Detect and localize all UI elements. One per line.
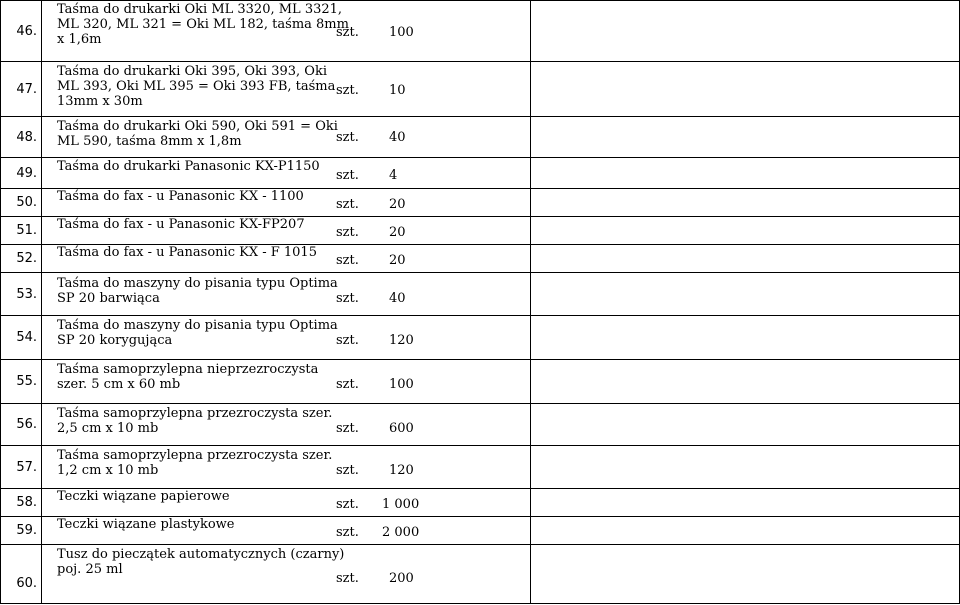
row-number: 58. <box>1 489 42 517</box>
item-name: Teczki wiązane papierowe <box>57 489 230 504</box>
item-name: Tusz do pieczątek automatycznych (czarny) poj. 25 ml <box>57 547 345 577</box>
row-number: 52. <box>1 245 42 273</box>
row-number: 48. <box>1 117 42 158</box>
item-name: Taśma samoprzylepna nieprzezroczysta szer. 5 cm x 60 mb <box>57 362 319 392</box>
item-unit: szt. <box>336 197 359 212</box>
item-unit: szt. <box>336 130 359 145</box>
item-quantity: 120 <box>389 333 414 348</box>
row-number: 49. <box>1 158 42 189</box>
empty-cell <box>531 217 960 245</box>
table-row <box>1 404 960 446</box>
item-quantity: 20 <box>389 253 406 268</box>
empty-cell <box>531 117 960 158</box>
item-quantity: 2 000 <box>382 525 420 540</box>
empty-cell <box>531 489 960 517</box>
item-cell <box>42 517 531 545</box>
empty-cell <box>531 545 960 604</box>
table-row <box>1 545 960 604</box>
item-cell <box>42 245 531 273</box>
item-name: Taśma do drukarki Oki 395, Oki 393, Oki ML 393, Oki ML 395 = Oki 393 FB, taśma 13mm x 30m <box>57 64 336 109</box>
item-name: Taśma do maszyny do pisania typu Optima SP 20 korygująca <box>57 318 338 348</box>
item-cell <box>42 404 531 446</box>
table-row <box>1 117 960 158</box>
item-quantity: 40 <box>389 291 406 306</box>
item-quantity: 120 <box>389 463 414 478</box>
item-quantity: 4 <box>389 168 398 183</box>
empty-cell <box>531 273 960 316</box>
table-row <box>1 446 960 489</box>
item-name: Teczki wiązane plastykowe <box>57 517 235 532</box>
item-name: Taśma do drukarki Panasonic KX-P1150 <box>57 159 320 174</box>
item-unit: szt. <box>336 497 359 512</box>
empty-cell <box>531 245 960 273</box>
table-row <box>1 158 960 189</box>
item-cell <box>42 545 531 604</box>
empty-cell <box>531 1 960 62</box>
item-name: Taśma do drukarki Oki 590, Oki 591 = Oki ML 590, taśma 8mm x 1,8m <box>57 119 338 149</box>
item-unit: szt. <box>336 571 359 586</box>
empty-cell <box>531 316 960 360</box>
item-cell <box>42 117 531 158</box>
item-unit: szt. <box>336 225 359 240</box>
empty-cell <box>531 158 960 189</box>
empty-cell <box>531 517 960 545</box>
row-number: 59. <box>1 517 42 545</box>
item-name: Taśma samoprzylepna przezroczysta szer. 2,5 cm x 10 mb <box>57 406 333 436</box>
row-number: 46. <box>1 1 42 62</box>
item-name: Taśma do fax - u Panasonic KX - F 1015 <box>57 245 317 260</box>
item-cell <box>42 446 531 489</box>
row-number: 51. <box>1 217 42 245</box>
row-number: 55. <box>1 360 42 404</box>
item-unit: szt. <box>336 377 359 392</box>
table-row <box>1 360 960 404</box>
empty-cell <box>531 189 960 217</box>
item-cell <box>42 360 531 404</box>
table-row <box>1 1 960 62</box>
item-name: Taśma samoprzylepna przezroczysta szer. 1,2 cm x 10 mb <box>57 448 333 478</box>
item-cell <box>42 273 531 316</box>
item-unit: szt. <box>336 333 359 348</box>
item-cell <box>42 316 531 360</box>
item-unit: szt. <box>336 291 359 306</box>
empty-cell <box>531 360 960 404</box>
table-row <box>1 489 960 517</box>
item-unit: szt. <box>336 525 359 540</box>
item-cell <box>42 217 531 245</box>
row-number: 47. <box>1 62 42 117</box>
row-number: 57. <box>1 446 42 489</box>
item-unit: szt. <box>336 421 359 436</box>
item-cell <box>42 489 531 517</box>
empty-cell <box>531 62 960 117</box>
item-unit: szt. <box>336 253 359 268</box>
item-name: Taśma do fax - u Panasonic KX - 1100 <box>57 189 304 204</box>
row-number: 53. <box>1 273 42 316</box>
table-row <box>1 189 960 217</box>
item-quantity: 20 <box>389 225 406 240</box>
item-name: Taśma do maszyny do pisania typu Optima SP 20 barwiąca <box>57 276 338 306</box>
row-number: 54. <box>1 316 42 360</box>
item-quantity: 600 <box>389 421 414 436</box>
item-cell <box>42 189 531 217</box>
item-cell <box>42 158 531 189</box>
item-unit: szt. <box>336 463 359 478</box>
item-unit: szt. <box>336 83 359 98</box>
table-row <box>1 316 960 360</box>
item-quantity: 100 <box>389 377 414 392</box>
item-name: Taśma do drukarki Oki ML 3320, ML 3321, ML 320, ML 321 = Oki ML 182, taśma 8mm x 1,6m <box>57 2 349 47</box>
row-number: 60. <box>1 545 42 604</box>
item-cell <box>42 62 531 117</box>
table-row <box>1 245 960 273</box>
item-unit: szt. <box>336 25 359 40</box>
table-row <box>1 517 960 545</box>
item-name: Taśma do fax - u Panasonic KX-FP207 <box>57 217 305 232</box>
item-unit: szt. <box>336 168 359 183</box>
item-cell <box>42 1 531 62</box>
table-row <box>1 62 960 117</box>
row-number: 50. <box>1 189 42 217</box>
item-quantity: 100 <box>389 25 414 40</box>
item-quantity: 10 <box>389 83 406 98</box>
table-row <box>1 273 960 316</box>
row-number: 56. <box>1 404 42 446</box>
item-quantity: 200 <box>389 571 414 586</box>
item-quantity: 20 <box>389 197 406 212</box>
item-quantity: 40 <box>389 130 406 145</box>
item-quantity: 1 000 <box>382 497 420 512</box>
table-row <box>1 217 960 245</box>
empty-cell <box>531 446 960 489</box>
empty-cell <box>531 404 960 446</box>
